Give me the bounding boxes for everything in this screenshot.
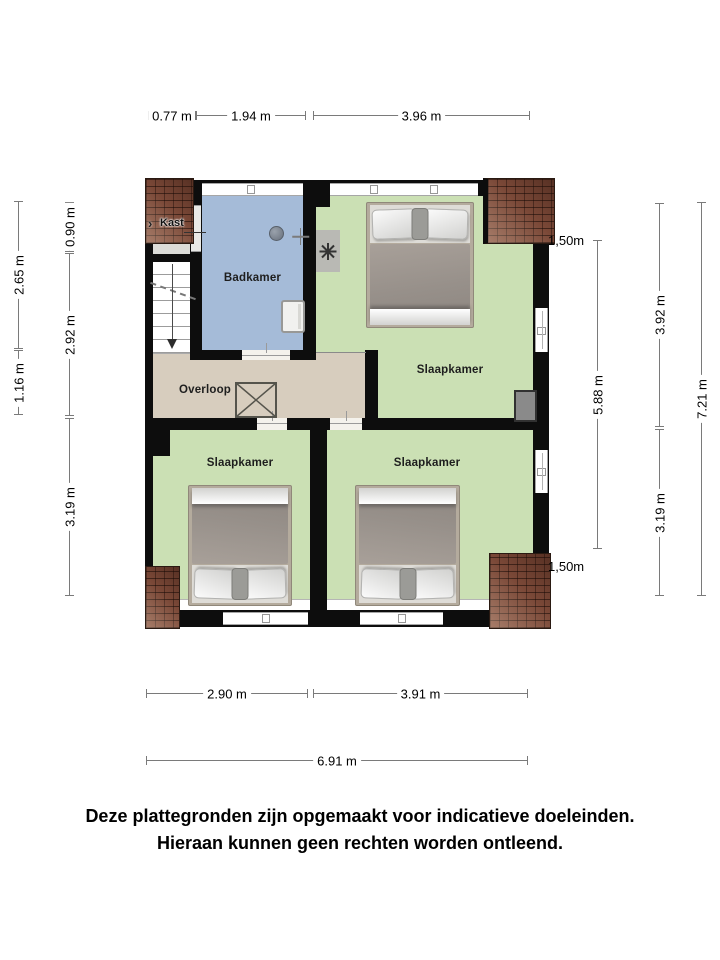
dimension-left-stairs-landing bbox=[62, 253, 77, 416]
roof-corner-bottom-right bbox=[489, 553, 551, 629]
window-mullion bbox=[247, 185, 255, 194]
wall-bottom-left-pillar bbox=[153, 418, 170, 456]
dimension-right-total-depth bbox=[694, 202, 709, 596]
window-mullion bbox=[430, 185, 438, 194]
dimension-label: 2.65 m bbox=[10, 251, 27, 299]
sheet-fold bbox=[359, 488, 456, 504]
dimension-label: 0.90 m bbox=[61, 203, 78, 251]
dimension-left-overloop-height bbox=[11, 350, 26, 415]
dimension-left-kast-height bbox=[62, 202, 77, 252]
wall-top-pillar bbox=[303, 180, 330, 207]
accent-pillow bbox=[232, 568, 249, 600]
sink bbox=[281, 300, 305, 333]
room-label-slaapkamer-top-right: Slaapkamer bbox=[416, 364, 484, 376]
window-top-slaapkamer bbox=[330, 183, 478, 196]
roof-corner-bottom-left bbox=[145, 566, 180, 629]
window-right-bottom bbox=[535, 450, 548, 493]
stairs-landing-edge bbox=[153, 353, 190, 354]
dimension-bottom-total bbox=[146, 753, 528, 768]
dimension-label: 7.21 m bbox=[693, 375, 710, 423]
door-slaapkamer-top bbox=[316, 352, 366, 353]
shower-head-icon bbox=[269, 226, 284, 241]
accent-pillow bbox=[412, 208, 429, 240]
wall-badkamer-bottom-b bbox=[290, 350, 316, 360]
room-label-badkamer: Badkamer bbox=[223, 272, 282, 284]
stairs-center-line bbox=[172, 264, 173, 340]
faucet-line bbox=[292, 236, 309, 238]
window-right-top bbox=[535, 308, 548, 352]
dimension-right-bottom-bedroom bbox=[652, 429, 667, 596]
bed-bottom-left bbox=[188, 485, 292, 606]
dimension-right-between-headroom bbox=[590, 240, 605, 549]
wall-left bbox=[145, 180, 153, 627]
bed-top-right bbox=[366, 202, 474, 328]
kast-door-swing-icon: › bbox=[148, 216, 153, 231]
pillow bbox=[243, 568, 287, 599]
pillow bbox=[423, 208, 468, 240]
door-badkamer bbox=[242, 350, 290, 360]
dimension-label: 1.94 m bbox=[227, 107, 275, 124]
window-mullion bbox=[262, 614, 270, 623]
bed-bottom-right bbox=[355, 485, 460, 606]
dimension-label: 1.16 m bbox=[10, 359, 27, 407]
ventilation-unit-icon bbox=[316, 230, 340, 272]
window-mullion bbox=[537, 327, 546, 335]
dimension-label: 5.88 m bbox=[589, 371, 606, 419]
kast-leader-line bbox=[184, 232, 206, 233]
window-top-badkamer bbox=[202, 183, 303, 196]
wall-main-horizontal-c bbox=[362, 418, 533, 430]
dimension-top-badkamer bbox=[196, 108, 306, 123]
sheet-fold bbox=[370, 309, 470, 325]
stairs-down-arrow-icon bbox=[167, 339, 177, 349]
dimension-top-slaapkamer bbox=[313, 108, 530, 123]
room-label-slaapkamer-bottom-right: Slaapkamer bbox=[393, 457, 461, 469]
dimension-label: 3.91 m bbox=[397, 685, 445, 702]
dimension-label: 6.91 m bbox=[313, 752, 361, 769]
window-bottom-right bbox=[360, 612, 443, 625]
duct-shaft bbox=[514, 390, 537, 422]
dimension-label: 3.19 m bbox=[61, 483, 78, 531]
wall-badkamer-bottom-a bbox=[190, 350, 242, 360]
door-slaapkamer-bottom-left bbox=[257, 418, 287, 430]
window-bottom-left bbox=[223, 612, 308, 625]
disclaimer-line-2: Hieraan kunnen geen rechten worden ontleend. bbox=[156, 833, 564, 853]
pillow bbox=[410, 568, 454, 599]
disclaimer-line-1: Deze plattegronden zijn opgemaakt voor indicatieve doeleinden. bbox=[85, 806, 635, 826]
pillow bbox=[371, 208, 416, 240]
dimension-label: 3.96 m bbox=[398, 107, 446, 124]
roof-corner-top-left bbox=[145, 178, 194, 244]
room-label-kast: Kast bbox=[160, 217, 184, 229]
disclaimer bbox=[0, 803, 720, 857]
dimension-right-top-bedroom bbox=[652, 203, 667, 427]
dimension-label: 0.77 m bbox=[148, 107, 196, 124]
dimension-left-bedroom-height bbox=[62, 418, 77, 596]
dimension-label: 2.92 m bbox=[61, 311, 78, 359]
dimension-left-badkamer-height bbox=[11, 201, 26, 349]
faucet-icon bbox=[292, 228, 309, 245]
room-label-overloop: Overloop bbox=[178, 384, 232, 396]
door-slaapkamer-bottom-right bbox=[330, 418, 362, 430]
dimension-bottom-left-bedroom bbox=[146, 686, 308, 701]
wall-badkamer-right bbox=[303, 196, 316, 360]
dimension-bottom-right-bedroom bbox=[313, 686, 528, 701]
staircase bbox=[153, 262, 190, 353]
wall-bedroom-divider bbox=[310, 418, 327, 612]
room-label-slaapkamer-bottom-left: Slaapkamer bbox=[206, 457, 274, 469]
dimension-label: 3.92 m bbox=[651, 291, 668, 339]
accent-pillow bbox=[399, 568, 416, 600]
dimension-top-kast bbox=[148, 108, 196, 123]
headroom-label-top: 1,50m bbox=[548, 233, 585, 248]
dimension-label: 3.19 m bbox=[651, 489, 668, 537]
stairs-headroom-dash bbox=[150, 282, 196, 300]
roof-corner-top-right bbox=[483, 178, 555, 244]
dimension-label: 2.90 m bbox=[203, 685, 251, 702]
sheet-fold bbox=[192, 488, 288, 504]
window-mullion bbox=[370, 185, 378, 194]
window-mullion bbox=[398, 614, 406, 623]
headroom-label-bottom: 1,50m bbox=[548, 559, 585, 574]
window-mullion bbox=[537, 468, 546, 476]
